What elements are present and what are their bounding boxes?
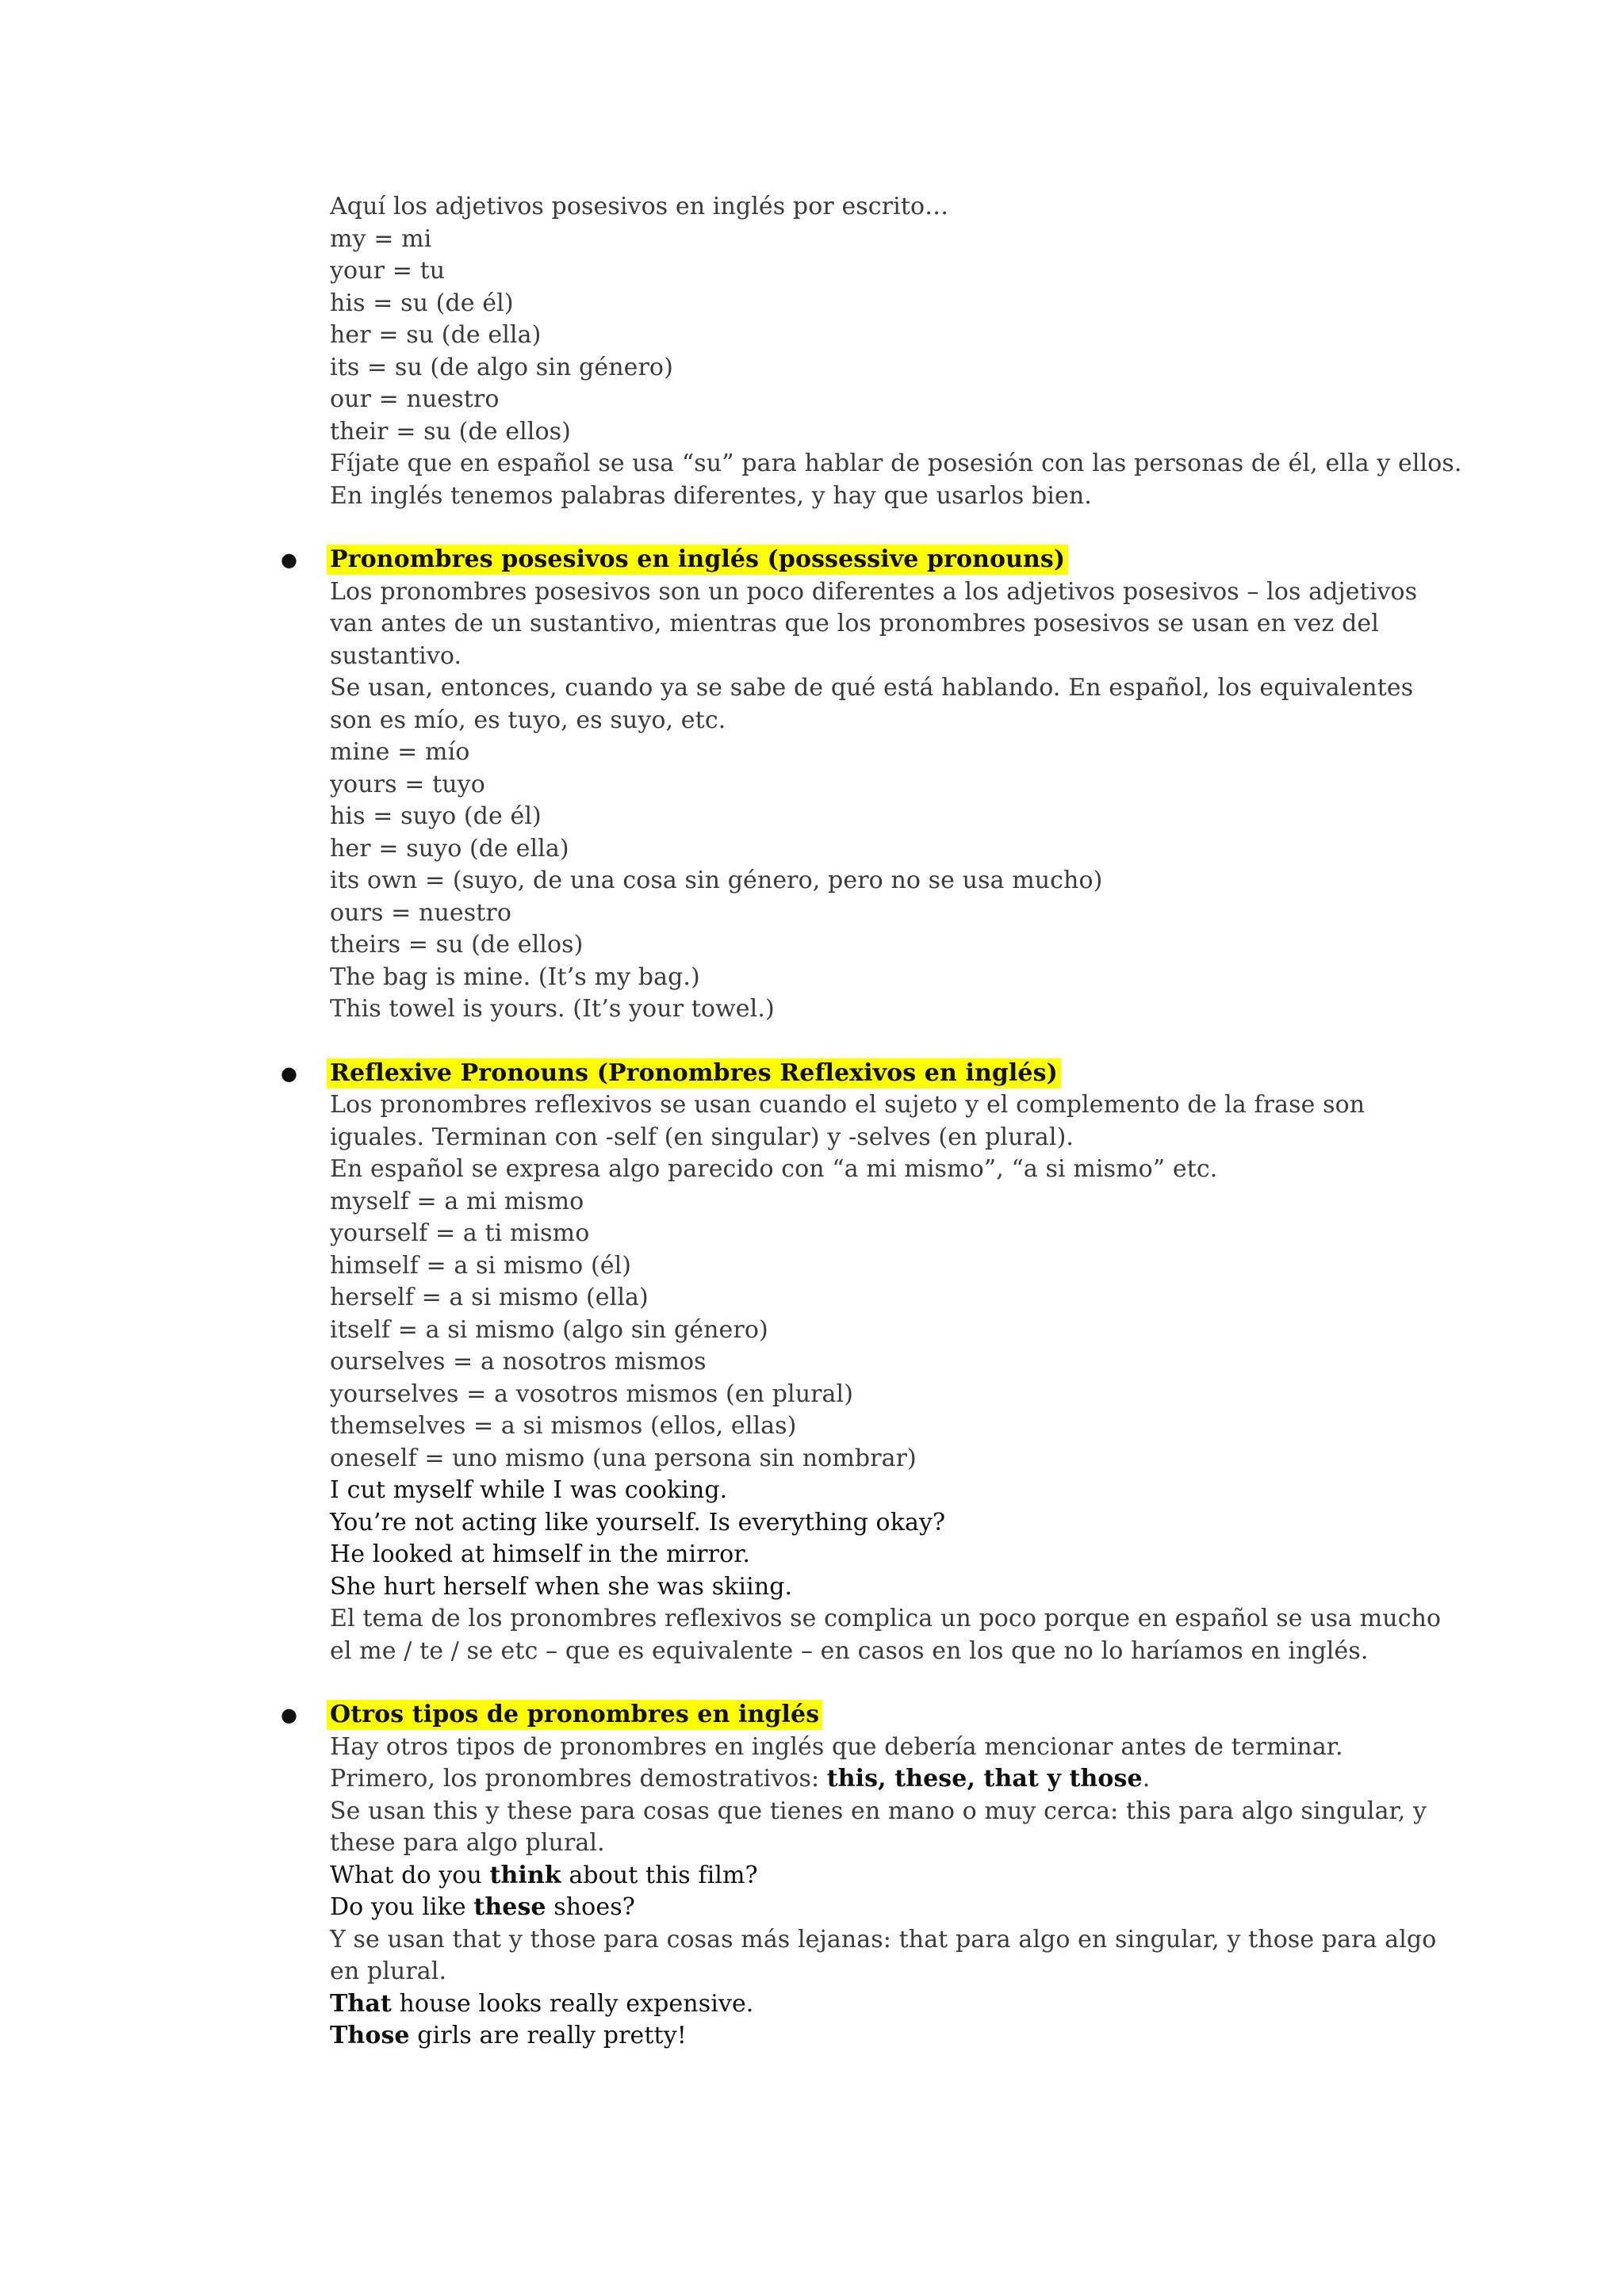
body-line: Hay otros tipos de pronombres en inglés que debería mencionar antes de terminar.: [330, 1732, 1343, 1761]
intro-line: your = tu: [330, 257, 446, 285]
bullet-icon: ●: [281, 1704, 298, 1726]
body-line: El tema de los pronombres reflexivos se complica un poco porque en español se usa mucho: [330, 1605, 1442, 1632]
intro-line: Fíjate que en español se usa “su” para hablar de posesión con las personas de él, ella y ellos.: [330, 450, 1462, 477]
section-heading: Reflexive Pronouns (Pronombres Reflexivos en inglés): [327, 1058, 1061, 1089]
body-line: Y se usan that y those para cosas más lejanas: that para algo en singular, y those para algo: [330, 1925, 1437, 1954]
example-line: Do you like these shoes?: [330, 1893, 635, 1921]
body-line: sustantivo.: [330, 641, 462, 670]
intro-line: my = mi: [330, 224, 432, 253]
body-line: himself = a si mismo (él): [330, 1251, 632, 1280]
body-line: Se usan, entonces, cuando ya se sabe de qué está hablando. En español, los equivalentes: [330, 674, 1414, 702]
body-line: ours = nuestro: [330, 898, 511, 927]
body-line: its own = (suyo, de una cosa sin género, pero no se usa mucho): [330, 867, 1103, 894]
section-reflexive-pronouns: [281, 1058, 1442, 1668]
body-line: ourselves = a nosotros mismos: [330, 1348, 707, 1376]
example-line: He looked at himself in the mirror.: [330, 1540, 751, 1568]
example-line: I cut myself while I was cooking.: [330, 1476, 728, 1504]
example-line: She hurt herself when she was skiing.: [330, 1572, 793, 1601]
body-line: theirs = su (de ellos): [330, 931, 584, 959]
body-line: en plural.: [330, 1957, 447, 1985]
intro-line: their = su (de ellos): [330, 417, 571, 446]
intro-line: her = su (de ella): [330, 321, 542, 349]
body-line: herself = a si mismo (ella): [330, 1284, 649, 1311]
example-line: That house looks really expensive.: [330, 1989, 754, 2018]
body-line: his = suyo (de él): [330, 802, 542, 830]
section-heading: Otros tipos de pronombres en inglés: [327, 1700, 822, 1730]
body-line: This towel is yours. (It’s your towel.): [330, 995, 775, 1023]
body-line: el me / te / se etc – que es equivalente – en casos en los que no lo haríamos en inglés.: [330, 1636, 1369, 1665]
body-line: En español se expresa algo parecido con “a mi mismo”, “a si mismo” etc.: [330, 1155, 1218, 1183]
body-line: iguales. Terminan con -self (en singular) y -selves (en plural).: [330, 1123, 1074, 1151]
body-line: these para algo plural.: [330, 1829, 605, 1857]
example-line: Those girls are really pretty!: [330, 2022, 687, 2049]
body-line: oneself = uno mismo (una persona sin nombrar): [330, 1444, 917, 1472]
bullet-icon: ●: [281, 1062, 298, 1085]
body-line: itself = a si mismo (algo sin género): [330, 1315, 768, 1344]
body-line: her = suyo (de ella): [330, 834, 569, 863]
body-line: van antes de un sustantivo, mientras que los pronombres posesivos se usan en vez del: [330, 610, 1379, 637]
body-line: The bag is mine. (It’s my bag.): [330, 962, 700, 991]
body-line: yourself = a ti mismo: [330, 1219, 590, 1247]
section-heading: Pronombres posesivos en inglés (possessive pronouns): [327, 545, 1068, 575]
body-line: Primero, los pronombres demostrativos: this, these, that y those.: [330, 1765, 1151, 1793]
body-line: themselves = a si mismos (ellos, ellas): [330, 1412, 797, 1440]
body-line: Los pronombres reflexivos se usan cuando el sujeto y el complemento de la frase son: [330, 1091, 1365, 1119]
body-line: Los pronombres posesivos son un poco diferentes a los adjetivos posesivos – los adjetivos: [330, 577, 1418, 606]
body-line: myself = a mi mismo: [330, 1187, 584, 1215]
body-line: Se usan this y these para cosas que tienes en mano o muy cerca: this para algo singular, y: [330, 1797, 1427, 1825]
section-possessive-pronouns: [281, 544, 1418, 1026]
body-line: son es mío, es tuyo, es suyo, etc.: [330, 706, 726, 734]
intro-line: its = su (de algo sin género): [330, 353, 673, 381]
bullet-icon: ●: [281, 549, 298, 571]
body-line: yourselves = a vosotros mismos (en plural): [330, 1380, 854, 1408]
intro-line: En inglés tenemos palabras diferentes, y hay que usarlos bien.: [330, 481, 1092, 510]
example-line: You’re not acting like yourself. Is everything okay?: [330, 1508, 946, 1536]
document-body: [281, 191, 1462, 2053]
body-line: mine = mío: [330, 738, 470, 766]
example-line: What do you think about this film?: [330, 1861, 758, 1889]
intro-block: [330, 191, 1462, 512]
intro-line: our = nuestro: [330, 385, 500, 413]
intro-line: his = su (de él): [330, 289, 514, 317]
section-other-pronouns: [281, 1699, 1437, 2053]
intro-line: Aquí los adjetivos posesivos en inglés por escrito…: [330, 193, 949, 220]
body-line: yours = tuyo: [330, 770, 485, 798]
